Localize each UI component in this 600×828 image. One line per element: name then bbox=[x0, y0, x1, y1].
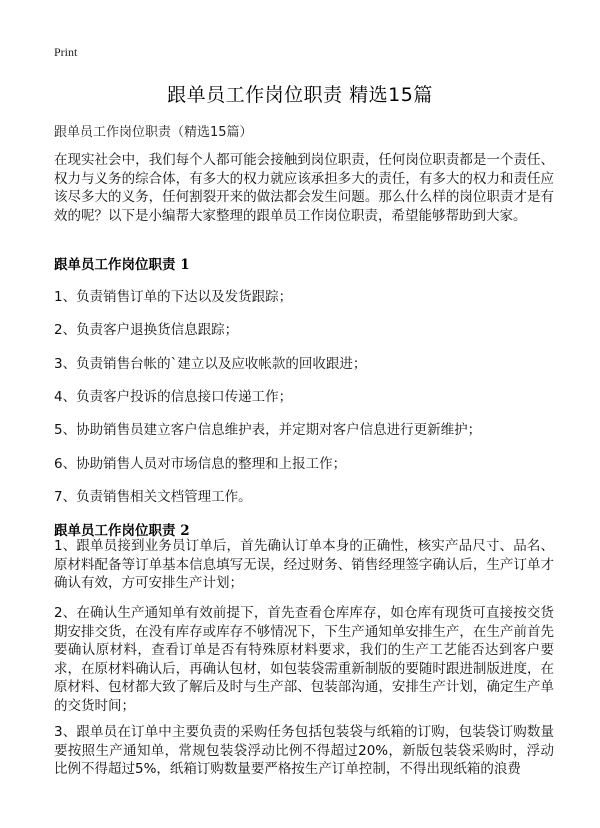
list-item: 7、负责销售相关文档管理工作。 bbox=[54, 489, 252, 505]
section-heading-1: 跟单员工作岗位职责 1 bbox=[54, 257, 190, 273]
list-item: 3、跟单员在订单中主要负责的采购任务包括包装袋与纸箱的订购，包装袋订购数量要按照生产通知单，常规包装袋浮动比例不得超过20%，新版包装袋采购时，浮动比例不得超过5%，纸箱订购数量要严格按生产订单控制，不得出现纸箱的浪费 bbox=[54, 724, 554, 778]
list-item: 1、负责销售订单的下达以及发货跟踪； bbox=[54, 289, 293, 305]
section-heading-2: 跟单员工作岗位职责 2 bbox=[54, 523, 190, 539]
page-title: 跟单员工作岗位职责 精选15篇 bbox=[167, 84, 433, 106]
list-item: 4、负责客户投诉的信息接口传递工作； bbox=[54, 389, 293, 405]
list-item: 2、在确认生产通知单有效前提下，首先查看仓库库存，如仓库有现货可直接按交货期安排交货，在没有库存或库存不够情况下，下生产通知单安排生产，在生产前首先要确认原材料，查看订单是否有特殊原材料要求，我们的生产工艺能否达到客户要求，在原材料确认后，再确认包材，如包装袋需重新制版的要随时跟进制版进度，在原材料、包材都大致了解后及时与生产部、包装部沟通，安排生产计划，确定生产单的交货时间； bbox=[54, 605, 554, 714]
intro-paragraph: 在现实社会中，我们每个人都可能会接触到岗位职责，任何岗位职责都是一个责任、权力与义务的综合体，有多大的权力就应该承担多大的责任，有多大的权力和责任应该尽多大的义务，任何割裂开来的做法都会发生问题。那么什么样的岗位职责才是有效的呢？以下是小编帮大家整理的跟单员工作岗位职责，希望能够帮助到大家。 bbox=[54, 152, 554, 224]
document-subtitle: 跟单员工作岗位职责（精选15篇） bbox=[54, 125, 253, 140]
list-item: 3、负责销售台帐的`建立以及应收帐款的回收跟进； bbox=[54, 356, 367, 372]
list-item: 1、跟单员接到业务员订单后，首先确认订单本身的正确性，核实产品尺寸、品名、原材料配备等订单基本信息填写无误，经过财务、销售经理签字确认后，生产订单才确认有效，方可安排生产计划； bbox=[54, 538, 554, 592]
list-item: 5、协助销售员建立客户信息维护表，并定期对客户信息进行更新维护； bbox=[54, 422, 482, 438]
list-item: 6、协助销售人员对市场信息的整理和上报工作； bbox=[54, 456, 347, 472]
list-item: 2、负责客户退换货信息跟踪； bbox=[54, 322, 239, 338]
print-label: Print bbox=[54, 45, 78, 59]
